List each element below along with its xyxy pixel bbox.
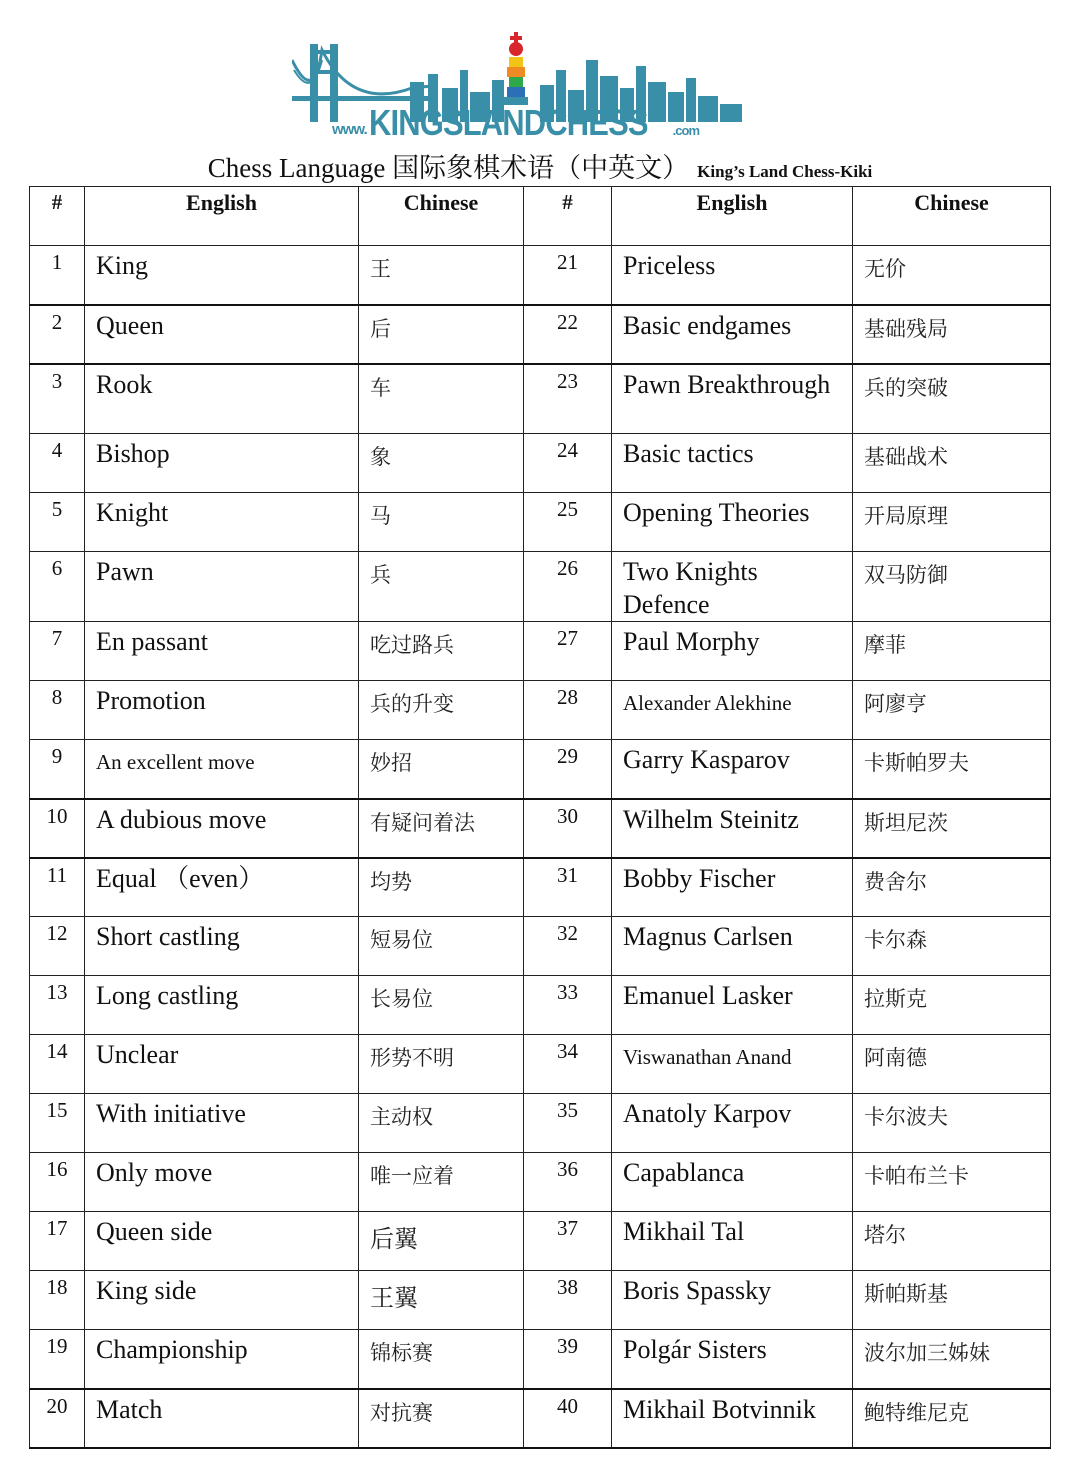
- term-english: Short castling: [85, 917, 359, 976]
- term-chinese: 拉斯克: [853, 976, 1051, 1035]
- term-english: Bobby Fischer: [612, 858, 853, 917]
- table-row: [30, 799, 1051, 858]
- logo-com: .com: [672, 123, 699, 138]
- term-english: Long castling: [85, 976, 359, 1035]
- term-english: Pawn: [85, 552, 359, 622]
- term-chinese: 长易位: [359, 976, 524, 1035]
- term-chinese: 斯坦尼茨: [853, 799, 1051, 858]
- logo-brand: KINGSLANDCHESS: [368, 102, 648, 143]
- term-english: Queen: [85, 305, 359, 364]
- row-number: 30: [524, 799, 612, 858]
- term-chinese: 卡尔森: [853, 917, 1051, 976]
- row-number: 25: [524, 493, 612, 552]
- row-number: 11: [30, 858, 85, 917]
- row-number: 15: [30, 1094, 85, 1153]
- row-number: 18: [30, 1271, 85, 1330]
- term-english: En passant: [85, 622, 359, 681]
- row-number: 9: [30, 740, 85, 799]
- header-number: #: [30, 187, 85, 246]
- term-english: Alexander Alekhine: [612, 681, 853, 740]
- term-english: Championship: [85, 1330, 359, 1389]
- term-chinese: 开局原理: [853, 493, 1051, 552]
- term-english: Equal （even）: [85, 858, 359, 917]
- table-row: [30, 1035, 1051, 1094]
- row-number: 26: [524, 552, 612, 622]
- row-number: 16: [30, 1153, 85, 1212]
- term-english: Only move: [85, 1153, 359, 1212]
- term-english: Promotion: [85, 681, 359, 740]
- row-number: 5: [30, 493, 85, 552]
- row-number: 23: [524, 364, 612, 434]
- term-chinese: 马: [359, 493, 524, 552]
- term-english: King side: [85, 1271, 359, 1330]
- term-chinese: 王: [359, 246, 524, 305]
- term-english: Paul Morphy: [612, 622, 853, 681]
- term-english: Knight: [85, 493, 359, 552]
- header-chinese-2: Chinese: [853, 187, 1051, 246]
- row-number: 29: [524, 740, 612, 799]
- title-sub: King’s Land Chess-Kiki: [697, 162, 873, 181]
- table-header-row: [30, 187, 1051, 246]
- row-number: 32: [524, 917, 612, 976]
- row-number: 14: [30, 1035, 85, 1094]
- term-english: Basic tactics: [612, 434, 853, 493]
- row-number: 39: [524, 1330, 612, 1389]
- term-chinese: 唯一应着: [359, 1153, 524, 1212]
- term-chinese: 兵的升变: [359, 681, 524, 740]
- term-chinese: 兵的突破: [853, 364, 1051, 434]
- term-chinese: 费舍尔: [853, 858, 1051, 917]
- term-english: Match: [85, 1389, 359, 1448]
- term-chinese: 主动权: [359, 1094, 524, 1153]
- term-chinese: 鲍特维尼克: [853, 1389, 1051, 1448]
- header-chinese: Chinese: [359, 187, 524, 246]
- term-chinese: 基础战术: [853, 434, 1051, 493]
- term-english: Mikhail Tal: [612, 1212, 853, 1271]
- term-english: Garry Kasparov: [612, 740, 853, 799]
- row-number: 4: [30, 434, 85, 493]
- row-number: 31: [524, 858, 612, 917]
- term-english: Rook: [85, 364, 359, 434]
- term-english: Viswanathan Anand: [612, 1035, 853, 1094]
- term-english: An excellent move: [85, 740, 359, 799]
- table-row: [30, 1153, 1051, 1212]
- row-number: 36: [524, 1153, 612, 1212]
- row-number: 3: [30, 364, 85, 434]
- term-chinese: 锦标赛: [359, 1330, 524, 1389]
- term-english: With initiative: [85, 1094, 359, 1153]
- chess-terms-table: [29, 186, 1051, 1449]
- row-number: 34: [524, 1035, 612, 1094]
- row-number: 7: [30, 622, 85, 681]
- term-chinese: 双马防御: [853, 552, 1051, 622]
- row-number: 27: [524, 622, 612, 681]
- row-number: 12: [30, 917, 85, 976]
- term-chinese: 无价: [853, 246, 1051, 305]
- row-number: 40: [524, 1389, 612, 1448]
- row-number: 13: [30, 976, 85, 1035]
- table-row: [30, 1094, 1051, 1153]
- term-english: Polgár Sisters: [612, 1330, 853, 1389]
- term-chinese: 阿南德: [853, 1035, 1051, 1094]
- row-number: 21: [524, 246, 612, 305]
- term-english: Emanuel Lasker: [612, 976, 853, 1035]
- row-number: 10: [30, 799, 85, 858]
- table-row: [30, 552, 1051, 622]
- term-chinese: 波尔加三姊妹: [853, 1330, 1051, 1389]
- term-chinese: 塔尔: [853, 1212, 1051, 1271]
- table-row: [30, 1212, 1051, 1271]
- table-row: [30, 364, 1051, 434]
- term-english: A dubious move: [85, 799, 359, 858]
- row-number: 37: [524, 1212, 612, 1271]
- term-chinese: 卡斯帕罗夫: [853, 740, 1051, 799]
- term-chinese: 短易位: [359, 917, 524, 976]
- term-english: Capablanca: [612, 1153, 853, 1212]
- term-english: Anatoly Karpov: [612, 1094, 853, 1153]
- table-row: [30, 1389, 1051, 1448]
- row-number: 22: [524, 305, 612, 364]
- term-chinese: 后: [359, 305, 524, 364]
- term-chinese: 卡尔波夫: [853, 1094, 1051, 1153]
- term-chinese: 后翼: [359, 1212, 524, 1271]
- table-row: [30, 493, 1051, 552]
- term-english: Opening Theories: [612, 493, 853, 552]
- row-number: 17: [30, 1212, 85, 1271]
- term-english: Magnus Carlsen: [612, 917, 853, 976]
- term-chinese: 车: [359, 364, 524, 434]
- table-row: [30, 976, 1051, 1035]
- logo-www: www.: [332, 121, 367, 138]
- row-number: 1: [30, 246, 85, 305]
- term-chinese: 王翼: [359, 1271, 524, 1330]
- king-piece-icon: [504, 32, 528, 105]
- term-chinese: 均势: [359, 858, 524, 917]
- term-english: Two Knights Defence: [612, 552, 853, 622]
- logo-wordmark: [332, 100, 742, 142]
- term-chinese: 形势不明: [359, 1035, 524, 1094]
- row-number: 33: [524, 976, 612, 1035]
- term-chinese: 基础残局: [853, 305, 1051, 364]
- term-english: King: [85, 246, 359, 305]
- kingslandchess-logo: [292, 30, 742, 142]
- row-number: 2: [30, 305, 85, 364]
- title-main: Chess Language 国际象棋术语（中英文）: [207, 153, 690, 183]
- term-chinese: 斯帕斯基: [853, 1271, 1051, 1330]
- header-english: English: [85, 187, 359, 246]
- row-number: 20: [30, 1389, 85, 1448]
- term-english: Mikhail Botvinnik: [612, 1389, 853, 1448]
- row-number: 38: [524, 1271, 612, 1330]
- term-chinese: 阿廖亨: [853, 681, 1051, 740]
- header-english-2: English: [612, 187, 853, 246]
- term-chinese: 兵: [359, 552, 524, 622]
- term-chinese: 妙招: [359, 740, 524, 799]
- term-english: Queen side: [85, 1212, 359, 1271]
- table-row: [30, 917, 1051, 976]
- table-row: [30, 622, 1051, 681]
- row-number: 35: [524, 1094, 612, 1153]
- page-title: [0, 146, 1080, 185]
- term-chinese: 摩菲: [853, 622, 1051, 681]
- table-row: [30, 246, 1051, 305]
- header-number-2: #: [524, 187, 612, 246]
- table-row: [30, 740, 1051, 799]
- term-english: Wilhelm Steinitz: [612, 799, 853, 858]
- term-english: Bishop: [85, 434, 359, 493]
- table-row: [30, 305, 1051, 364]
- term-chinese: 有疑问着法: [359, 799, 524, 858]
- term-chinese: 象: [359, 434, 524, 493]
- term-english: Priceless: [612, 246, 853, 305]
- table-row: [30, 858, 1051, 917]
- term-english: Unclear: [85, 1035, 359, 1094]
- table-row: [30, 681, 1051, 740]
- term-chinese: 对抗赛: [359, 1389, 524, 1448]
- row-number: 24: [524, 434, 612, 493]
- term-english: Pawn Breakthrough: [612, 364, 853, 434]
- row-number: 6: [30, 552, 85, 622]
- table-row: [30, 1271, 1051, 1330]
- row-number: 8: [30, 681, 85, 740]
- row-number: 19: [30, 1330, 85, 1389]
- term-chinese: 吃过路兵: [359, 622, 524, 681]
- term-chinese: 卡帕布兰卡: [853, 1153, 1051, 1212]
- table-row: [30, 1330, 1051, 1389]
- term-english: Basic endgames: [612, 305, 853, 364]
- term-english: Boris Spassky: [612, 1271, 853, 1330]
- table-row: [30, 434, 1051, 493]
- row-number: 28: [524, 681, 612, 740]
